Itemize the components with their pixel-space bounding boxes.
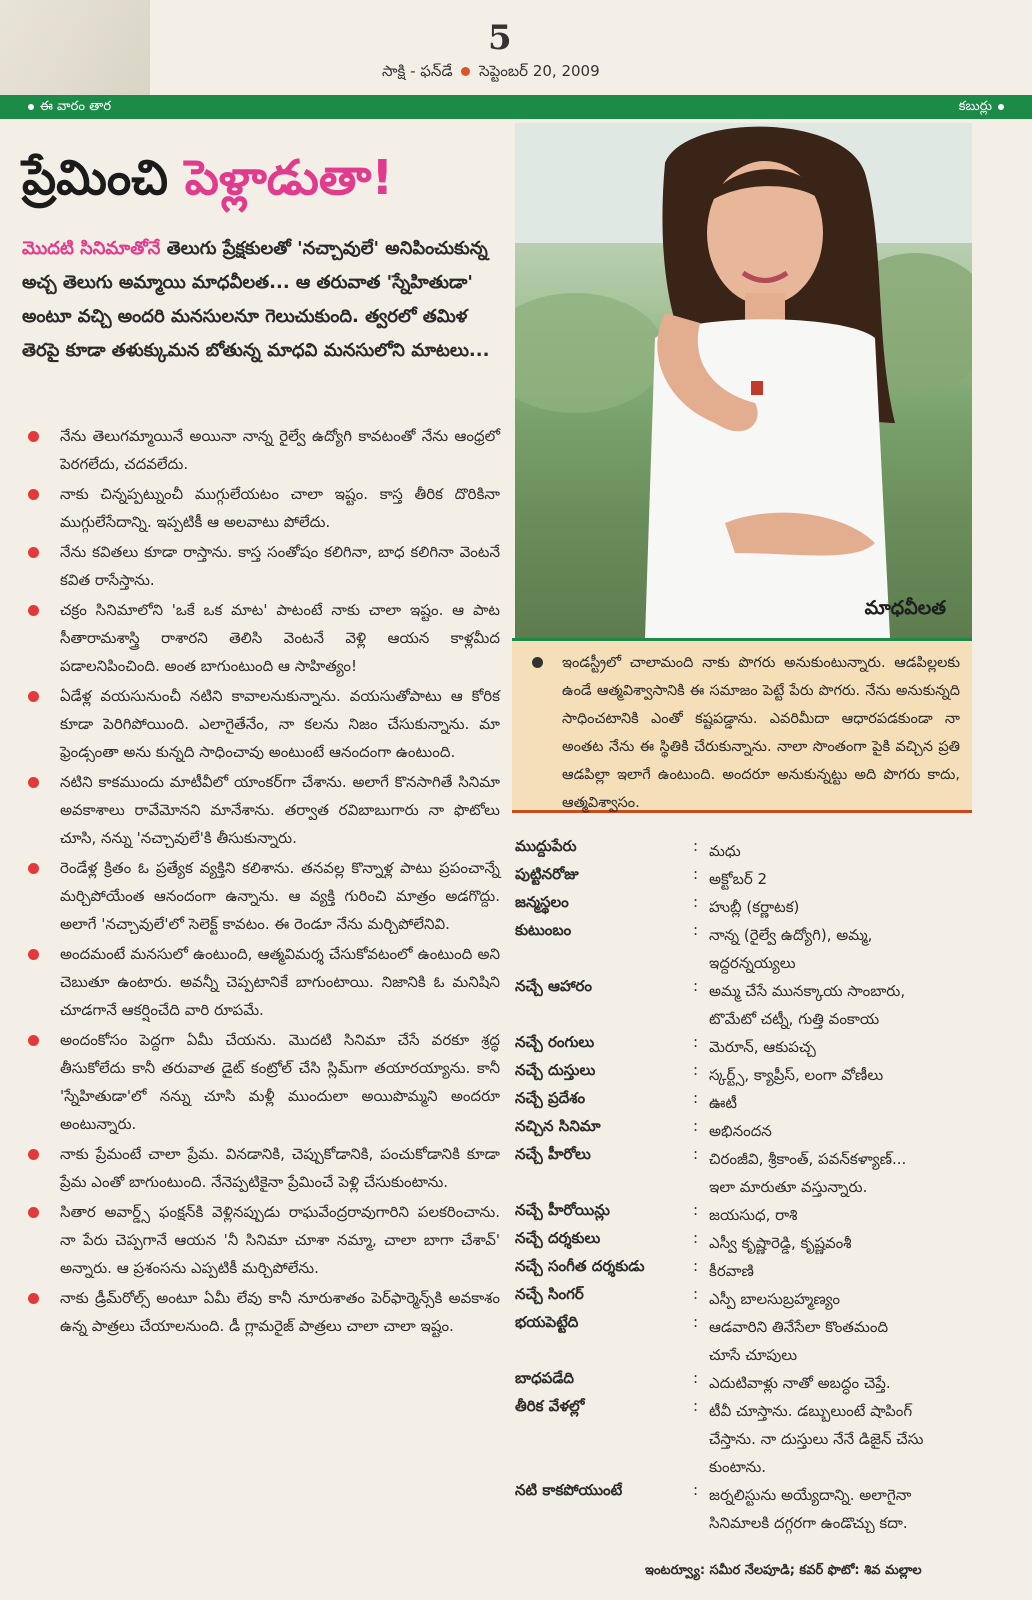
fact-value-line: ఎస్పీ బాలసుబ్రహ్మణ్యం [709, 1290, 840, 1308]
fact-value-line: అక్టోబర్ 2 [709, 870, 768, 888]
fact-value [709, 1117, 985, 1145]
fact-value [709, 921, 985, 977]
fact-label: నటి కాకపోయుంటే [515, 1481, 623, 1499]
red-bullet-icon [28, 691, 39, 702]
red-bullet-icon [28, 949, 39, 960]
headline [22, 150, 393, 218]
fact-colon: : [693, 1061, 699, 1079]
photo-caption: మాధవీలత [864, 597, 946, 619]
bullet-list [22, 422, 500, 1342]
list-item-text: అందమంటే మనసులో ఉంటుంది, ఆత్మవిమర్శ చేసుకోవటంలో ఉంటుంది అని చెబుతూ ఉంటారు. అవన్నీ చెప్పటానికే బాగుంటాయి. నిజానికి ఓ మనిషిని చూడగానే ఆకర్షించేది వారి రూపమే. [60, 945, 500, 1019]
section-bar [0, 95, 1032, 119]
fact-value [709, 837, 985, 865]
fact-value [709, 1369, 985, 1397]
fact-value-line: సినిమాలకి దగ్గరగా ఉండొచ్చు కదా. [709, 1514, 908, 1532]
fact-value-line: హుబ్లీ (కర్ణాటక) [709, 898, 800, 916]
list-item-text: నేను కవితలు కూడా రాస్తాను. కాస్త సంతోషం కలిగినా, బాధ కలిగినా వెంటనే కవిత రాసేస్తాను. [60, 543, 500, 589]
intro-paragraph [22, 232, 497, 368]
fact-label: నచ్చే సింగర్ [515, 1285, 584, 1303]
fact-value-line: కుంటాను. [709, 1458, 767, 1476]
fact-value-line: జర్నలిస్టును అయ్యేదాన్ని. అలాగైనా [709, 1486, 912, 1504]
fact-label: పుట్టినరోజు [515, 865, 579, 883]
red-bullet-icon [28, 1149, 39, 1160]
fact-colon: : [693, 1369, 699, 1387]
fact-label: నచ్చే ప్రదేశం [515, 1089, 586, 1107]
fact-value-line: చూసే చూపులు [709, 1346, 798, 1364]
fact-colon: : [693, 1257, 699, 1275]
fact-value [709, 1257, 985, 1285]
fact-value [709, 865, 985, 893]
table-row [515, 1033, 985, 1061]
fact-value-line: స్కర్ట్స్, క్యాప్రీస్, లంగా వోణీలు [709, 1066, 884, 1084]
list-item [22, 1198, 500, 1282]
fact-colon: : [693, 837, 699, 855]
fact-value-line: ఆడవారిని తినేసేలా కొంతమంది [709, 1318, 889, 1336]
intro-lead: మొదటి సినిమాతోనే [22, 238, 161, 259]
fact-value-line: చిరంజీవి, శ్రీకాంత్, పవన్‌కళ్యాణ్... [709, 1150, 907, 1168]
section-right-label: కబుర్లు [958, 99, 992, 114]
red-bullet-icon [28, 547, 39, 558]
newspaper-name: సాక్షి - ఫన్‌డే [382, 62, 453, 80]
list-item-text: సితార అవార్డ్స్ ఫంక్షన్‌కి వెళ్లినప్పుడు రాఘవేంద్రరావుగారిని పలకరించాను. నా పేరు చెప్పగానే ఆయన 'నీ సినిమా చూశా నమ్మా, చాలా బాగా చేశావ్' అన్నారు. ఆ ప్రశంసను ఎప్పటికీ మర్చిపోలేను. [60, 1203, 500, 1277]
fact-colon: : [693, 1117, 699, 1135]
headline-part-2: పెళ్లాడుతా! [184, 150, 394, 206]
list-item [22, 1284, 500, 1340]
list-item-text: రెండేళ్ల క్రితం ఓ ప్రత్యేక వ్యక్తిని కలిశాను. తనవల్ల కొన్నాళ్ల పాటు ప్రపంచాన్నే మర్చిపోయేంత ఆనందంగా ఉన్నాను. ఆ వ్యక్తి గురించి మాత్రం అడగొద్దు. అలాగే 'నచ్చావులే'లో సెలెక్ట్ కావటం. ఈ రెండూ నేను మర్చిపోలేనివి. [60, 859, 500, 933]
table-row [515, 1257, 985, 1285]
fact-label: నచ్చే సంగీత దర్శకుడు [515, 1257, 645, 1275]
dateline [382, 62, 600, 84]
fact-value [709, 1397, 985, 1481]
table-row [515, 837, 985, 865]
list-item [22, 768, 500, 852]
fact-value [709, 977, 985, 1033]
list-item [22, 1140, 500, 1196]
fact-value-line: మెరూన్, ఆకుపచ్చ [709, 1038, 816, 1056]
list-item-text: నాకు ప్రేమంటే చాలా ప్రేమ. వినడానికి, చెప్పుకోడానికి, పంచుకోడానికి కూడా ప్రేమ ఎంతో బాగుంటుంది. నేనెప్పటికైనా ప్రేమించే పెళ్లి చేసుకుంటాను. [60, 1145, 500, 1191]
fact-value [709, 1481, 985, 1537]
red-bullet-icon [28, 605, 39, 616]
fact-table [515, 837, 985, 1537]
list-item-text: ఏడేళ్ల వయసునుంచీ నటిని కావాలనుకున్నాను. వయసుతోపాటు ఆ కోరిక కూడా పెరిగిపోయింది. ఎలాగైతేనేం, నా కలను నిజం చేసుకున్నాను. మా ఫ్రెండ్సంతా అను కున్నది సాధించావు అంటుంటే ఆనందంగా ఉంటుంది. [60, 687, 500, 761]
list-item [22, 422, 500, 478]
red-bullet-icon [28, 777, 39, 788]
fact-value [709, 1145, 985, 1201]
fact-colon: : [693, 1285, 699, 1303]
fact-value-line: ఊటీ [709, 1094, 738, 1112]
fact-colon: : [693, 1089, 699, 1107]
red-bullet-icon [28, 863, 39, 874]
fact-label: ముద్దుపేరు [515, 837, 577, 855]
table-row [515, 893, 985, 921]
fact-colon: : [693, 1481, 699, 1499]
fact-value-line: ఇలా మారుతూ వస్తున్నారు. [709, 1178, 868, 1196]
fact-label: నచ్చే దర్శకులు [515, 1229, 601, 1247]
list-item-text: చక్రం సినిమాలోని 'ఒకే ఒక మాట' పాటంటే నాకు చాలా ఇష్టం. ఆ పాట సీతారామశాస్త్రి రాశారని తెలిసి వెంటనే వెళ్లి ఆయన కాళ్లమీద పడాలనిపించింది. అంత బాగుంటుంది ఆ సాహిత్యం! [60, 601, 500, 675]
table-row [515, 1061, 985, 1089]
list-item [22, 480, 500, 536]
table-row [515, 977, 985, 1033]
fact-value-line: చేస్తాను. నా దుస్తులు నేనే డిజైన్ చేసు [709, 1430, 924, 1448]
table-row [515, 1089, 985, 1117]
actress-photo [515, 123, 972, 638]
fact-value-line: కీరవాణి [709, 1262, 754, 1280]
fact-label: నచ్చే రంగులు [515, 1033, 595, 1051]
quote-bullet-icon [532, 657, 543, 668]
table-row [515, 1229, 985, 1257]
dateline-dot-icon [461, 67, 470, 76]
issue-date: సెప్టెంబర్ 20, 2009 [479, 62, 600, 80]
background-illustration [0, 0, 150, 95]
fact-label: నచ్చే దుస్తులు [515, 1061, 596, 1079]
list-item-text: నటిని కాకముందు మాటీవీలో యాంకర్‌గా చేశాను. అలాగే కొనసాగితే సినిమా అవకాశాలు రావేమోనని మానేశాను. తర్వాత రవిబాబుగారు నా ఫొటోలు చూసి, నన్ను 'నచ్చావులే'కి తీసుకున్నారు. [60, 773, 500, 847]
list-item [22, 940, 500, 1024]
list-item-text: నేను తెలుగమ్మాయినే అయినా నాన్న రైల్వే ఉద్యోగి కావటంతో నేను ఆంధ్రలో పెరగలేదు, చదవలేదు. [60, 427, 500, 473]
table-row [515, 1145, 985, 1201]
fact-value-line: ఇద్దరన్నయ్యలు [709, 954, 796, 972]
fact-value [709, 1285, 985, 1313]
headline-part-1: ప్రేమించి [22, 150, 185, 206]
fact-label: కుటుంబం [515, 921, 572, 939]
fact-colon: : [693, 1397, 699, 1415]
fact-colon: : [693, 1033, 699, 1051]
fact-value-line: అమ్మ చేసే మునక్కాయ సాంబారు, [709, 982, 906, 1000]
fact-colon: : [693, 921, 699, 939]
table-row [515, 921, 985, 977]
credits: ఇంటర్వ్యూ: సమీర నేలపూడి; కవర్ ఫొటో: శివ మల్లాల [645, 1563, 922, 1578]
list-item-text: నాకు డ్రీమ్‌రోల్స్ అంటూ ఏమీ లేవు కానీ నూరుశాతం పెర్‌ఫార్మెన్స్‌కి అవకాశం ఉన్న పాత్రలు చేయాలనుంది. డీ గ్లామరైజ్ పాత్రలు చాలా చాలా ఇష్టం. [60, 1289, 500, 1335]
fact-value [709, 1313, 985, 1369]
fact-value-line: జయసుధ, రాశి [709, 1206, 798, 1224]
fact-value [709, 1089, 985, 1117]
fact-colon: : [693, 1229, 699, 1247]
table-row [515, 1397, 985, 1481]
fact-label: జన్మస్థలం [515, 893, 569, 911]
fact-label: నచ్చే హీరోలు [515, 1145, 591, 1163]
table-row [515, 865, 985, 893]
fact-value-line: మధు [709, 842, 741, 860]
section-left [22, 99, 111, 117]
list-item-text: నాకు చిన్నప్పట్నుంచీ ముగ్గులేయటం చాలా ఇష్టం. కాస్త తీరిక దొరికినా ముగ్గులేసేదాన్ని. ఇప్పటికీ ఆ అలవాటు పోలేదు. [60, 485, 500, 531]
fact-colon: : [693, 1145, 699, 1163]
red-bullet-icon [28, 431, 39, 442]
fact-value-line: నాన్న (రైల్వే ఉద్యోగి), అమ్మ, [709, 926, 873, 944]
fact-colon: : [693, 977, 699, 995]
red-bullet-icon [28, 1293, 39, 1304]
list-item [22, 538, 500, 594]
fact-label: తీరిక వేళల్లో [515, 1397, 585, 1415]
fact-label: భయపెట్టేది [515, 1313, 579, 1331]
fact-value-line: టీవీ చూస్తాను. డబ్బులుంటే షాపింగ్ [709, 1402, 913, 1420]
fact-value-line: ఎదుటివాళ్లు నాతో అబద్ధం చెప్తే. [709, 1374, 891, 1392]
portrait-illustration [515, 123, 972, 638]
fact-value-line: ఎస్వీ కృష్ణారెడ్డి, కృష్ణవంశీ [709, 1234, 852, 1252]
bullet-icon [28, 104, 34, 110]
table-row [515, 1117, 985, 1145]
fact-label: బాధపడేది [515, 1369, 575, 1387]
red-bullet-icon [28, 1207, 39, 1218]
red-bullet-icon [28, 489, 39, 500]
table-row [515, 1285, 985, 1313]
fact-colon: : [693, 865, 699, 883]
section-left-label: ఈ వారం తార [40, 99, 112, 114]
list-item [22, 854, 500, 938]
bullet-icon [998, 104, 1004, 110]
list-item [22, 682, 500, 766]
fact-value [709, 1229, 985, 1257]
section-right [959, 99, 1010, 117]
fact-value [709, 893, 985, 921]
fact-colon: : [693, 1201, 699, 1219]
list-item-text: అందంకోసం పెద్దగా ఏమీ చేయను. మొదటి సినిమా చేసే వరకూ శ్రద్ధ తీసుకోలేదు కానీ తరువాత డైట్ కంట్రోల్ చేసి స్లిమ్‌గా తయారయ్యాను. కానీ 'స్నేహితుడా'లో నన్ను చూసి మళ్లీ ముందులా అయిపొమ్మని అందరూ అంటున్నారు. [60, 1031, 500, 1133]
table-row [515, 1313, 985, 1369]
intro-text: తెలుగు ప్రేక్షకులతో 'నచ్చావులే' అనిపించుకున్న అచ్చ తెలుగు అమ్మాయి మాధవీలత... ఆ తరువాత 'స్నేహితుడా' అంటూ వచ్చి అందరి మనసులనూ గెలుచుకుంది. త్వరలో తమిళ తెరపై కూడా తళుక్కుమన బోతున్న మాధవి మనసులోని మాటలు... [22, 238, 490, 361]
fact-label: నచ్చే హీరోయిన్లు [515, 1201, 610, 1219]
fact-colon: : [693, 893, 699, 911]
fact-label: నచ్చిన సినిమా [515, 1117, 601, 1135]
fact-colon: : [693, 1313, 699, 1331]
list-item [22, 1026, 500, 1138]
fact-value-line: అభినందన [709, 1122, 772, 1140]
page-number: 5 [488, 18, 512, 58]
fact-value [709, 1033, 985, 1061]
fact-value-line: టొమేటో చట్నీ, గుత్తి వంకాయ [709, 1010, 880, 1028]
fact-value [709, 1201, 985, 1229]
quote-box [512, 638, 972, 813]
table-row [515, 1201, 985, 1229]
fact-label: నచ్చే ఆహారం [515, 977, 592, 995]
list-item [22, 596, 500, 680]
table-row [515, 1481, 985, 1537]
fact-value [709, 1061, 985, 1089]
table-row [515, 1369, 985, 1397]
red-bullet-icon [28, 1035, 39, 1046]
quote-text: ఇండస్ట్రీలో చాలామంది నాకు పొగరు అనుకుంటున్నారు. ఆడపిల్లలకు ఉండే ఆత్మవిశ్వాసానికి ఈ సమాజం పెట్టే పేరు పొగరు. నేను అనుకున్నది సాధించటానికి ఎంతో కష్టపడ్డాను. ఎవరిమీదా ఆధారపడకుండా నా అంతట నేను ఈ స్థితికి చేరుకున్నాను. నాలా సొంతంగా పైకి వచ్చిన ప్రతి ఆడపిల్లా ఇలాగే ఉంటుంది. అందరూ అనుకున్నట్టు అది పొగరు కాదు, ఆత్మవిశ్వాసం. [562, 655, 960, 811]
